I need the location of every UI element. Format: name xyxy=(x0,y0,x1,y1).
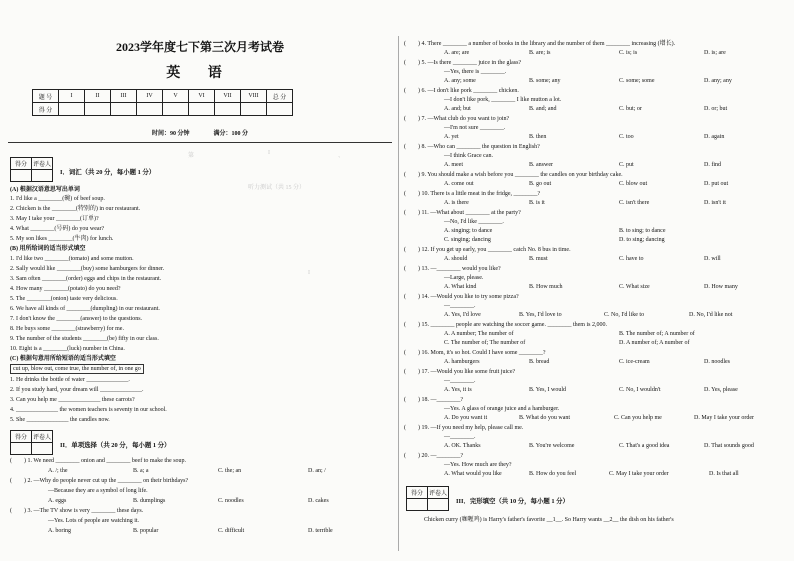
question-line: —________. xyxy=(444,378,476,384)
option: D. or; but xyxy=(704,106,728,112)
question-line: —Yes. Lots of people are watching it. xyxy=(48,518,140,524)
option: A. meet xyxy=(444,162,463,168)
option: C. blow out xyxy=(619,181,648,187)
option: D. cakes xyxy=(308,498,329,504)
option: C. singing; dancing xyxy=(444,237,491,243)
option: A. and; but xyxy=(444,106,471,112)
score-cell: I xyxy=(59,90,85,103)
bleed-text: 听力测试（共 15 分） xyxy=(248,185,306,191)
option: C. the; an xyxy=(218,468,242,474)
option: A. should xyxy=(444,256,468,262)
question-line: —I think Grace can. xyxy=(444,153,493,159)
option: C. but; or xyxy=(619,106,642,112)
question-line: 5. She ______________ the candles now. xyxy=(10,417,110,423)
question-line: ( ) 16. Mom, it's so hot. Could I have some ________? xyxy=(404,350,546,356)
question-line: ( ) 2. —Why do people never cut up the ________ on their birthdays? xyxy=(10,478,189,484)
score-cell: 题 号 xyxy=(33,90,59,103)
option: C. The number of; The number of xyxy=(444,340,526,346)
question-line: 1. He drinks the bottle of water ______________. xyxy=(10,377,130,383)
cloze-text: Chicken curry (咖喱鸡) is Harry's father's favorite __1__. So Harry wants __2__ the dish on his father's xyxy=(424,517,674,523)
question-line: —No, I'd like ________. xyxy=(444,219,504,225)
option: B. some; any xyxy=(529,78,561,84)
option: C. put xyxy=(619,162,634,168)
score-blank[interactable] xyxy=(137,103,163,116)
option: B. is it xyxy=(529,200,545,206)
score-table-score-row xyxy=(33,103,293,116)
option: A. come out xyxy=(444,181,474,187)
option: C. too xyxy=(619,134,634,140)
time-score-line: 时间：90 分钟 满分：100 分 xyxy=(151,131,248,137)
question-line: 2. Sally would like ________(buy) some hamburgers for dinner. xyxy=(10,266,165,272)
question-line: 8. He buys some ________(strawberry) for me. xyxy=(10,326,124,332)
option: B. How do you feel xyxy=(529,471,577,477)
question-line: 3. May I take your ________(订单)? xyxy=(10,216,99,222)
question-line: ( ) 19. —If you need my help, please call me. xyxy=(404,425,524,431)
question-line: ( ) 11. —What about ________ at the party? xyxy=(404,210,521,216)
option: D. to sing; dancing xyxy=(619,237,665,243)
option: D. put out xyxy=(704,181,729,187)
bleed-text: I xyxy=(268,150,270,156)
score-cell: 总 分 xyxy=(267,90,293,103)
option: B. What do you want xyxy=(519,415,571,421)
question-line: 4. How many ________(potato) do you need? xyxy=(10,286,121,292)
score-cell: VI xyxy=(189,90,215,103)
option: A. OK. Thanks xyxy=(444,443,481,449)
option: C. noodles xyxy=(218,498,244,504)
option: D. A number of; A number of xyxy=(619,340,690,346)
option: A. any; some xyxy=(444,78,476,84)
option: A. singing; to dance xyxy=(444,228,493,234)
score-blank[interactable] xyxy=(163,103,189,116)
score-box xyxy=(10,430,53,455)
bleed-text: 第 xyxy=(188,153,195,159)
score-box-label: 评卷人 xyxy=(32,431,53,443)
question-line: —Large, please. xyxy=(444,275,484,281)
option: B. then xyxy=(529,134,547,140)
option: B. go out xyxy=(529,181,552,187)
option: D. Is that all xyxy=(709,471,739,477)
question-line: ( ) 17. —Would you like some fruit juice? xyxy=(404,369,516,375)
option: B. You're welcome xyxy=(529,443,575,449)
question-line: 3. Can you help me ______________ these carrots? xyxy=(10,397,135,403)
score-blank[interactable] xyxy=(215,103,241,116)
score-cell: V xyxy=(163,90,189,103)
question-line: —I'm not sure ________. xyxy=(444,125,506,131)
option: A. /; the xyxy=(48,468,68,474)
option: D. find xyxy=(704,162,721,168)
question-line: 2. If you study hard, your dream will ______________. xyxy=(10,387,144,393)
option: A. yet xyxy=(444,134,459,140)
option: D. terrible xyxy=(308,528,333,534)
score-table-header-row xyxy=(33,90,293,103)
option: A. eggs xyxy=(48,498,67,504)
option: D. Yes, please xyxy=(704,387,738,393)
question-line: 5. My son likes ________(牛肉) for lunch. xyxy=(10,236,114,242)
question-line: —Yes. How much are they? xyxy=(444,462,512,468)
word-box: cut up, blow out, come true, the number of, in one go xyxy=(10,364,144,374)
option: C. some; some xyxy=(619,78,655,84)
score-box-blank[interactable] xyxy=(11,443,32,455)
question-line: 10. Eight is a ________(luck) number in China. xyxy=(10,346,125,352)
question-line: 1. I'd like two ________(tomato) and some mutton. xyxy=(10,256,134,262)
option: B. are; is xyxy=(529,50,551,56)
option: B. and; and xyxy=(529,106,557,112)
option: C. No, I'd like to xyxy=(604,312,645,318)
score-cell: VIII xyxy=(241,90,267,103)
question-line: 7. I don't know the ________(answer) to the questions. xyxy=(10,316,143,322)
section-2-heading: II．单项选择（共 20 分，每小题 1 分） xyxy=(60,442,171,449)
option: C. Can you help me xyxy=(614,415,662,421)
bleed-text: I xyxy=(308,270,310,276)
option: A. What would you like xyxy=(444,471,502,477)
option: D. May I take your order xyxy=(694,415,754,421)
score-box-label: 得分 xyxy=(11,158,32,170)
question-line: 4. What ________(号码) do you wear? xyxy=(10,226,105,232)
score-cell: IV xyxy=(137,90,163,103)
score-cell: II xyxy=(85,90,111,103)
question-line: ( ) 10. There is a little meat in the fridge, ________? xyxy=(404,191,541,197)
option: B. Yes, I would xyxy=(529,387,567,393)
rule-line xyxy=(8,142,392,143)
question-line: —Because they are a symbol of long life. xyxy=(48,488,148,494)
score-box xyxy=(406,486,449,511)
question-line: 4. ______________ the women teachers is seventy in our school. xyxy=(10,407,167,413)
option: D. noodles xyxy=(704,359,730,365)
option: B. popular xyxy=(133,528,159,534)
score-box-blank[interactable] xyxy=(32,443,53,455)
option: C. May I take your order xyxy=(609,471,669,477)
option: B. bread xyxy=(529,359,550,365)
question-line: ( ) 20. —________? xyxy=(404,453,464,459)
option: D. isn't it xyxy=(704,200,726,206)
option: B. to sing; to dance xyxy=(619,228,666,234)
score-box-blank[interactable] xyxy=(428,499,449,511)
option: A. Yes, it is xyxy=(444,387,472,393)
score-blank[interactable] xyxy=(85,103,111,116)
question-line: —I don't like pork, ________ I like mutton a lot. xyxy=(444,97,562,103)
part-b-title: (B) 用所给词的适当形式填空 xyxy=(10,246,86,252)
score-blank[interactable] xyxy=(111,103,137,116)
option: D. How many xyxy=(704,284,738,290)
question-line: ( ) 6. —I don't like pork ________ chicken. xyxy=(404,88,519,94)
question-line: ( ) 5. —Is there ________ juice in the glass? xyxy=(404,60,522,66)
question-line: ( ) 9. You should make a wish before you ________ the candles on your birthday cake. xyxy=(404,172,623,178)
option: D. again xyxy=(704,134,725,140)
section-3-heading: III．完形填空（共 10 分，每小题 1 分） xyxy=(456,498,569,505)
option: D. is; are xyxy=(704,50,726,56)
question-line: ( ) 8. —Who can ________ the question in English? xyxy=(404,144,540,150)
option: B. The number of; A number of xyxy=(619,331,695,337)
option: A. boring xyxy=(48,528,71,534)
option: C. isn't there xyxy=(619,200,650,206)
score-cell: III xyxy=(111,90,137,103)
option: C. What size xyxy=(619,284,650,290)
option: B. dumplings xyxy=(133,498,166,504)
option: B. How much xyxy=(529,284,563,290)
option: C. is; is xyxy=(619,50,638,56)
option: A. What kind xyxy=(444,284,477,290)
question-line: 5. The ________(onion) taste very delicious. xyxy=(10,296,118,302)
part-a-title: (A) 根据汉语意思写出单词 xyxy=(10,187,80,193)
option: C. ice-cream xyxy=(619,359,650,365)
question-line: ( ) 12. If you get up early, you ________ catch No. 8 bus in time. xyxy=(404,247,571,253)
score-cell: 得 分 xyxy=(33,103,59,116)
score-box-blank[interactable] xyxy=(11,170,32,182)
score-blank[interactable] xyxy=(267,103,293,116)
option: B. Yes, I'd love to xyxy=(519,312,562,318)
option: D. will xyxy=(704,256,721,262)
option: A. is there xyxy=(444,200,469,206)
section-1-heading: I．词汇（共 20 分，每小题 1 分） xyxy=(60,169,156,176)
question-line: 9. The number of the students ________(be) fifty in our class. xyxy=(10,336,159,342)
exam-title: 2023学年度七下第三次月考试卷 xyxy=(115,40,284,54)
score-box-label: 得分 xyxy=(11,431,32,443)
question-line: ( ) 7. —What club do you want to join? xyxy=(404,116,510,122)
question-line: ( ) 3. —The TV show is very ________ these days. xyxy=(10,508,144,514)
question-line: ( ) 13. —________ would you like? xyxy=(404,266,501,272)
score-box-label: 得分 xyxy=(407,487,428,499)
column-divider xyxy=(398,36,399,551)
option: D. That sounds good xyxy=(704,443,754,449)
score-cell: VII xyxy=(215,90,241,103)
option: C. difficult xyxy=(218,528,245,534)
score-box-label: 评卷人 xyxy=(32,158,53,170)
option: B. a; a xyxy=(133,468,149,474)
option: B. must xyxy=(529,256,548,262)
exam-subject: 英 语 xyxy=(166,66,234,81)
option: A. Yes, I'd love xyxy=(444,312,481,318)
question-line: ( ) 4. There ________ a number of books in the library and the number of them ________ increasing (增长). xyxy=(404,41,676,47)
question-line: ( ) 1. We need ________ onion and ________ beef to make the soup. xyxy=(10,458,187,464)
question-line: —Yes, there is ________. xyxy=(444,69,507,75)
score-box-label: 评卷人 xyxy=(428,487,449,499)
option: C. No, I wouldn't xyxy=(619,387,661,393)
question-line: 3. Sam often ________(order) eggs and chips in the restaurant. xyxy=(10,276,162,282)
option: A. A number; The number of xyxy=(444,331,514,337)
score-blank[interactable] xyxy=(241,103,267,116)
question-line: —________. xyxy=(444,303,476,309)
question-line: 2. Chicken is the ________(特别的) in our restaurant. xyxy=(10,206,141,212)
question-line: —________. xyxy=(444,434,476,440)
score-box-blank[interactable] xyxy=(407,499,428,511)
option: D. an; / xyxy=(308,468,326,474)
score-blank[interactable] xyxy=(59,103,85,116)
question-line: —Yes. A glass of orange juice and a hamburger. xyxy=(444,406,560,412)
score-table xyxy=(32,89,293,116)
option: C. That's a good idea xyxy=(619,443,670,449)
question-line: ( ) 18. —________? xyxy=(404,397,464,403)
question-line: 6. We have all kinds of ________(dumpling) in our restaurant. xyxy=(10,306,160,312)
option: D. No, I'd like not xyxy=(689,312,733,318)
option: A. are; are xyxy=(444,50,470,56)
option: C. have to xyxy=(619,256,644,262)
option: A. Do you want it xyxy=(444,415,488,421)
question-line: 1. I'd like a ________(碗) of beef soup. xyxy=(10,196,105,202)
option: B. answer xyxy=(529,162,553,168)
score-blank[interactable] xyxy=(189,103,215,116)
option: A. hamburgers xyxy=(444,359,480,365)
question-line: ( ) 14. —Would you like to try some pizza? xyxy=(404,294,519,300)
score-box-blank[interactable] xyxy=(32,170,53,182)
score-box xyxy=(10,157,53,182)
part-c-title: (C) 根据句意用所给短语的适当形式填空 xyxy=(10,356,116,362)
bleed-text: 、 xyxy=(338,153,345,159)
option: D. any; any xyxy=(704,78,732,84)
question-line: ( ) 15. ________ people are watching the soccer game. ________ them is 2,000. xyxy=(404,322,607,328)
